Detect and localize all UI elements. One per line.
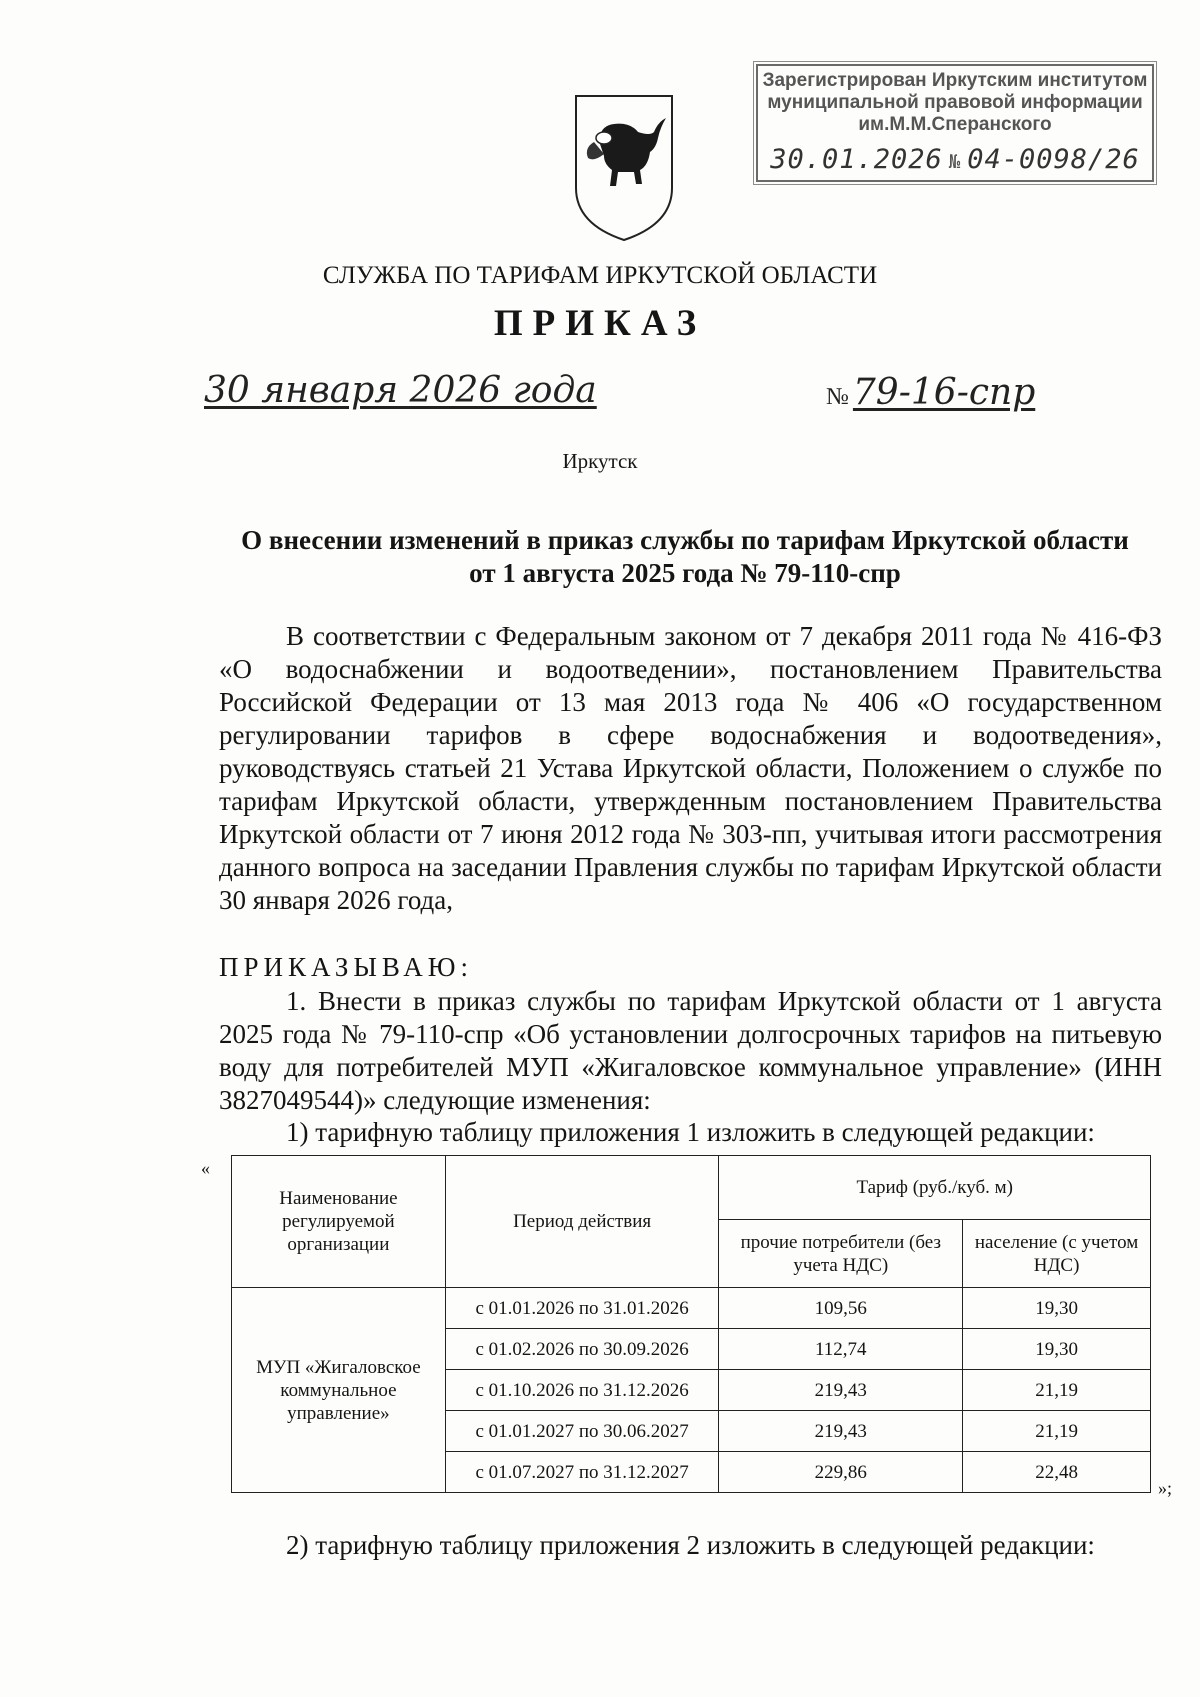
cell-pop: 21,19 bbox=[963, 1411, 1151, 1452]
stamp-line-2: муниципальной правовой информации bbox=[767, 92, 1143, 113]
cell-other: 219,43 bbox=[719, 1411, 963, 1452]
city: Иркутск bbox=[562, 449, 638, 473]
stamp-number: 04-0098/26 bbox=[967, 144, 1140, 175]
document-type: ПРИКАЗ bbox=[493, 303, 707, 344]
cell-org: МУП «Жигаловское коммунальное управление» bbox=[232, 1288, 446, 1493]
cell-period: с 01.10.2026 по 31.12.2026 bbox=[445, 1370, 719, 1411]
header-org: Наименование регулируемой организации bbox=[232, 1156, 446, 1288]
title-line-1: О внесении изменений в приказ службы по тарифам Иркутской области bbox=[241, 525, 1129, 555]
subitem-1: 1) тарифную таблицу приложения 1 изложить в следующей редакции: bbox=[286, 1117, 1095, 1147]
header-tariff: Тариф (руб./куб. м) bbox=[719, 1156, 1151, 1220]
cell-pop: 21,19 bbox=[963, 1370, 1151, 1411]
table-row bbox=[232, 1288, 1151, 1329]
header-period: Период действия bbox=[445, 1156, 719, 1288]
title-line-2: от 1 августа 2025 года № 79-110-спр bbox=[469, 558, 901, 588]
header-other-consumers: прочие потребители (без учета НДС) bbox=[719, 1220, 963, 1288]
number-value: 79-16-спр bbox=[852, 372, 1036, 413]
table-header-row bbox=[232, 1156, 1151, 1220]
cell-period: с 01.01.2026 по 31.01.2026 bbox=[445, 1288, 719, 1329]
handwritten-order-number bbox=[826, 372, 1035, 413]
cell-pop: 19,30 bbox=[963, 1288, 1151, 1329]
cell-period: с 01.07.2027 по 31.12.2027 bbox=[445, 1452, 719, 1493]
tariff-table bbox=[231, 1155, 1151, 1493]
registration-stamp bbox=[756, 64, 1154, 182]
agency-name: СЛУЖБА ПО ТАРИФАМ ИРКУТСКОЙ ОБЛАСТИ bbox=[322, 262, 878, 289]
stamp-line-1: Зарегистрирован Иркутским институтом bbox=[762, 70, 1148, 91]
order-word: ПРИКАЗЫВАЮ: bbox=[219, 952, 473, 982]
quote-close: »; bbox=[1158, 1478, 1173, 1498]
cell-period: с 01.01.2027 по 30.06.2027 bbox=[445, 1411, 719, 1452]
cell-other: 219,43 bbox=[719, 1370, 963, 1411]
stamp-number-label: № bbox=[948, 151, 962, 173]
cell-period: с 01.02.2026 по 30.09.2026 bbox=[445, 1329, 719, 1370]
cell-other: 229,86 bbox=[719, 1452, 963, 1493]
cell-other: 112,74 bbox=[719, 1329, 963, 1370]
header-population: население (с учетом НДС) bbox=[963, 1220, 1151, 1288]
item-1-paragraph: 1. Внести в приказ службы по тарифам Иркутской области от 1 августа 2025 года № 79-110-спр «Об установлении долгосрочных тарифов на питьевую воду для потребителей МУП «Жигаловское коммунальное управление» (ИНН 3827049544)» следующие изменения: bbox=[219, 986, 1162, 1115]
cell-other: 109,56 bbox=[719, 1288, 963, 1329]
cell-pop: 19,30 bbox=[963, 1329, 1151, 1370]
quote-open: « bbox=[201, 1158, 210, 1178]
subitem-2: 2) тарифную таблицу приложения 2 изложить в следующей редакции: bbox=[286, 1530, 1095, 1560]
preamble-paragraph: В соответствии с Федеральным законом от 7 декабря 2011 года № 416-ФЗ «О водоснабжении и водоотведении», постановлением Правительства Российской Федерации от 13 мая 2013 года № 406 «О государственном регулировании тарифов в сфере водоснабжения и водоотведения», руководствуясь статьей 21 Устава Иркутской области, Положением о службе по тарифам Иркутской области, утвержденным постановлением Правительства Иркутской области от 7 июня 2012 года № 303-пп, учитывая итоги рассмотрения данного вопроса на заседании Правления службы по тарифам Иркутской области 30 января 2026 года, bbox=[219, 621, 1162, 915]
document-title bbox=[220, 524, 1150, 590]
coat-of-arms-emblem bbox=[574, 92, 674, 242]
stamp-date: 30.01.2026 bbox=[770, 144, 943, 175]
stamp-registration bbox=[758, 144, 1152, 175]
stamp-line-3: им.М.М.Сперанского bbox=[858, 114, 1052, 135]
cell-pop: 22,48 bbox=[963, 1452, 1151, 1493]
handwritten-date: 30 января 2026 года bbox=[204, 370, 597, 411]
number-label: № bbox=[826, 384, 849, 410]
